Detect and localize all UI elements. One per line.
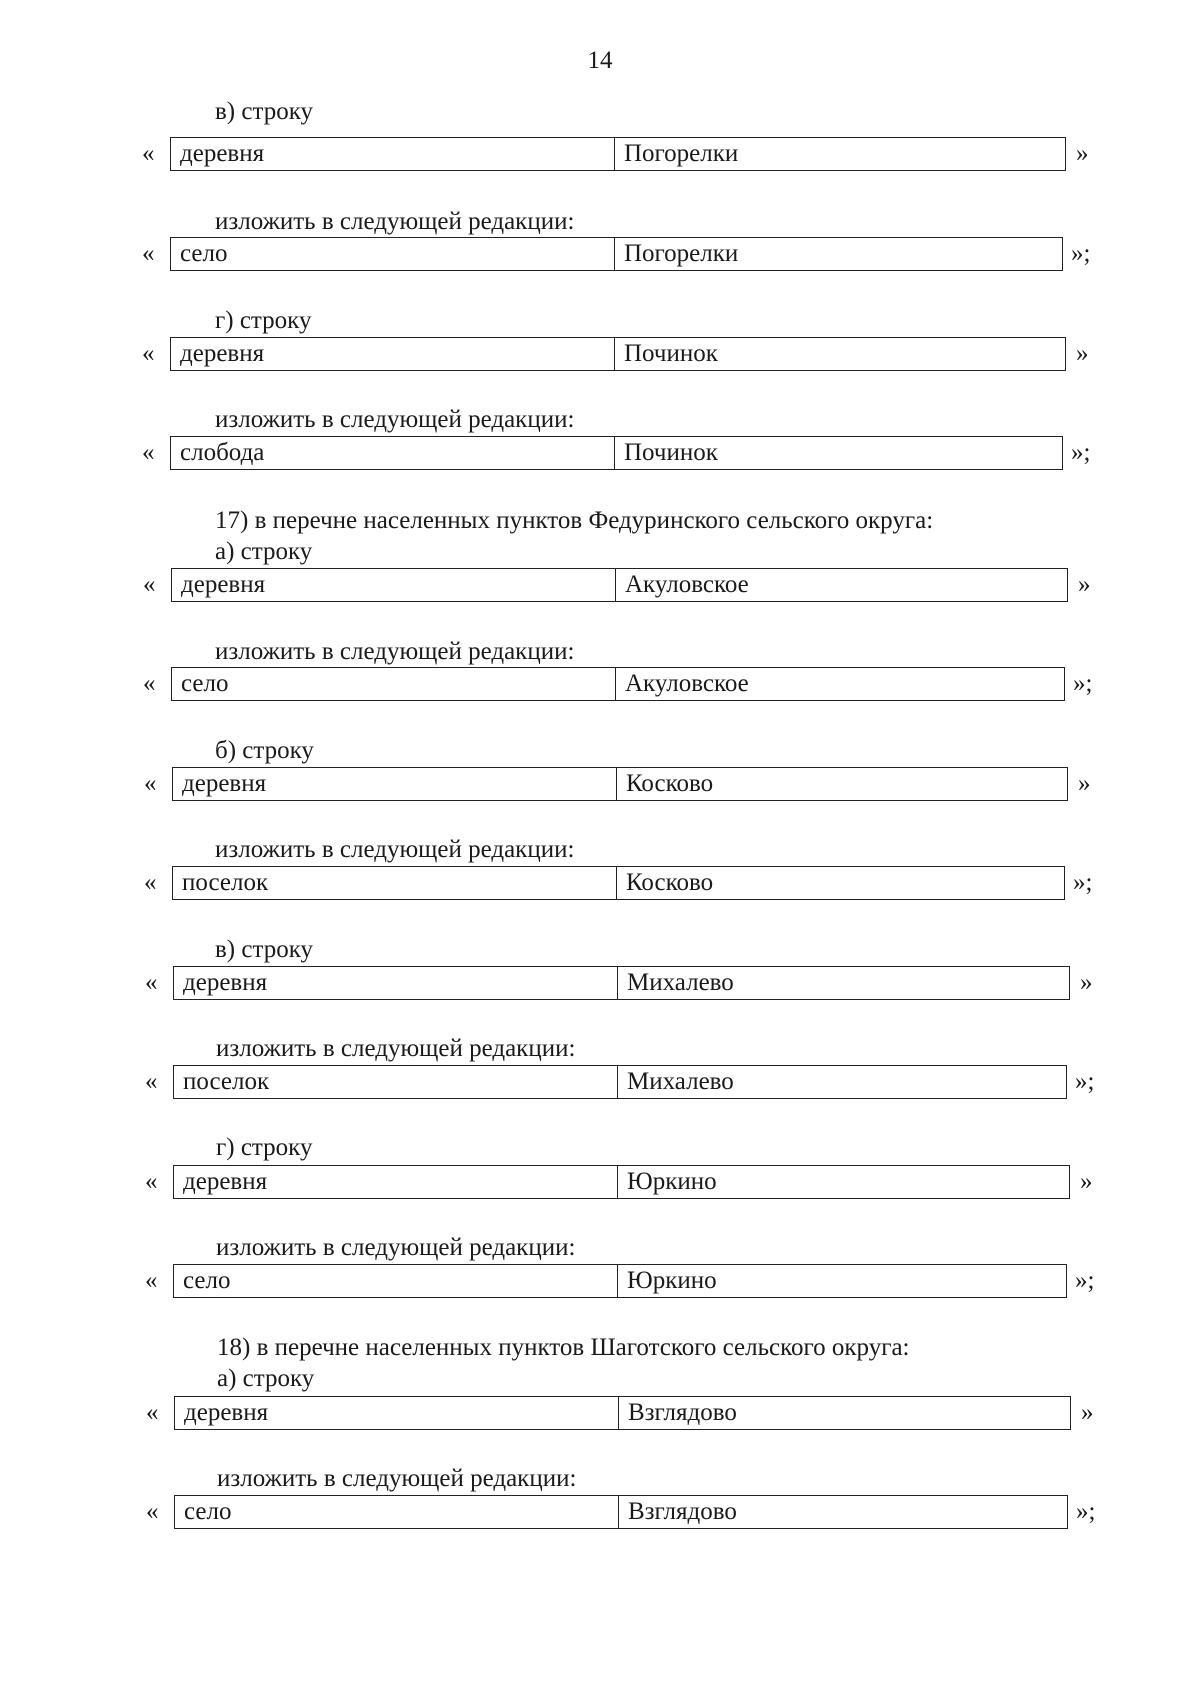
caption-6: б) строку bbox=[215, 737, 314, 764]
settlement-type: поселок bbox=[174, 1066, 618, 1098]
table-row-1 bbox=[0, 237, 1200, 273]
table-row-7 bbox=[0, 866, 1200, 902]
open-quote: « bbox=[146, 1498, 159, 1525]
settlement-table bbox=[170, 137, 1066, 171]
open-quote: « bbox=[143, 670, 156, 697]
settlement-table bbox=[172, 866, 1065, 900]
settlement-table bbox=[173, 1065, 1067, 1099]
caption-5: изложить в следующей редакции: bbox=[215, 638, 575, 665]
settlement-name: Погорелки bbox=[624, 240, 739, 267]
open-quote: « bbox=[145, 1267, 158, 1294]
settlement-type: деревня bbox=[173, 768, 617, 800]
open-quote: « bbox=[144, 770, 157, 797]
caption-1: изложить в следующей редакции: bbox=[215, 208, 575, 235]
caption-11: изложить в следующей редакции: bbox=[216, 1234, 576, 1261]
settlement-table bbox=[174, 1495, 1068, 1529]
close-quote: » bbox=[1078, 571, 1091, 598]
caption-9: изложить в следующей редакции: bbox=[216, 1035, 576, 1062]
settlement-type: слобода bbox=[171, 437, 615, 469]
open-quote: « bbox=[145, 1168, 158, 1195]
close-quote: »; bbox=[1071, 439, 1091, 466]
settlement-name: Акуловское bbox=[625, 670, 749, 697]
close-quote: »; bbox=[1075, 1267, 1095, 1294]
table-row-11 bbox=[0, 1264, 1200, 1300]
caption-12: а) строку bbox=[217, 1365, 315, 1392]
settlement-type: деревня bbox=[174, 1166, 618, 1198]
caption-4: а) строку bbox=[215, 538, 313, 565]
open-quote: « bbox=[145, 1068, 158, 1095]
settlement-name: Косково bbox=[626, 869, 714, 896]
caption-0: в) строку bbox=[215, 98, 313, 125]
settlement-table bbox=[170, 237, 1063, 271]
settlement-table bbox=[170, 436, 1063, 470]
settlement-table bbox=[174, 1396, 1071, 1430]
close-quote: » bbox=[1076, 140, 1089, 167]
close-quote: » bbox=[1081, 1399, 1094, 1426]
close-quote: » bbox=[1080, 969, 1093, 996]
settlement-name: Акуловское bbox=[625, 571, 749, 598]
caption-10: г) строку bbox=[216, 1134, 313, 1161]
open-quote: « bbox=[142, 140, 155, 167]
close-quote: » bbox=[1076, 340, 1089, 367]
settlement-table bbox=[173, 1264, 1067, 1298]
close-quote: »; bbox=[1075, 1068, 1095, 1095]
settlement-name: Взглядово bbox=[628, 1399, 737, 1426]
close-quote: »; bbox=[1073, 869, 1093, 896]
settlement-table bbox=[171, 568, 1068, 602]
close-quote: »; bbox=[1076, 1498, 1096, 1525]
table-row-8 bbox=[0, 966, 1200, 1002]
settlement-name: Погорелки bbox=[624, 140, 739, 167]
table-row-10 bbox=[0, 1165, 1200, 1201]
caption-7: изложить в следующей редакции: bbox=[215, 836, 575, 863]
settlement-type: село bbox=[171, 238, 615, 270]
settlement-type: село bbox=[172, 668, 616, 700]
table-row-2 bbox=[0, 337, 1200, 373]
open-quote: « bbox=[144, 869, 157, 896]
open-quote: « bbox=[142, 439, 155, 466]
caption-13: изложить в следующей редакции: bbox=[217, 1465, 577, 1492]
table-row-13 bbox=[0, 1495, 1200, 1531]
settlement-name: Починок bbox=[624, 340, 718, 367]
close-quote: » bbox=[1078, 770, 1091, 797]
settlement-name: Взглядово bbox=[628, 1498, 737, 1525]
settlement-type: деревня bbox=[172, 569, 616, 601]
close-quote: » bbox=[1080, 1168, 1093, 1195]
settlement-name: Починок bbox=[624, 439, 718, 466]
settlement-type: деревня bbox=[171, 338, 615, 370]
table-row-5 bbox=[0, 667, 1200, 703]
section-18-heading: 18) в перечне населенных пунктов Шаготского сельского округа: bbox=[217, 1334, 910, 1361]
open-quote: « bbox=[146, 1399, 159, 1426]
open-quote: « bbox=[143, 571, 156, 598]
settlement-name: Юркино bbox=[627, 1168, 717, 1195]
caption-2: г) строку bbox=[215, 307, 312, 334]
table-row-9 bbox=[0, 1065, 1200, 1101]
settlement-name: Юркино bbox=[627, 1267, 717, 1294]
table-row-6 bbox=[0, 767, 1200, 803]
settlement-type: поселок bbox=[173, 867, 617, 899]
settlement-type: деревня bbox=[175, 1397, 619, 1429]
settlement-table bbox=[172, 767, 1068, 801]
settlement-name: Михалево bbox=[627, 1068, 734, 1095]
settlement-table bbox=[171, 667, 1065, 701]
settlement-table bbox=[173, 966, 1070, 1000]
open-quote: « bbox=[145, 969, 158, 996]
table-row-3 bbox=[0, 436, 1200, 472]
settlement-name: Михалево bbox=[627, 969, 734, 996]
open-quote: « bbox=[142, 240, 155, 267]
settlement-table bbox=[173, 1165, 1070, 1199]
close-quote: »; bbox=[1073, 670, 1093, 697]
settlement-type: село bbox=[175, 1496, 619, 1528]
caption-8: в) строку bbox=[215, 936, 313, 963]
settlement-table bbox=[170, 337, 1066, 371]
close-quote: »; bbox=[1071, 240, 1091, 267]
settlement-type: деревня bbox=[171, 138, 615, 170]
caption-3: изложить в следующей редакции: bbox=[215, 406, 575, 433]
settlement-type: село bbox=[174, 1265, 618, 1297]
section-17-heading: 17) в перечне населенных пунктов Федуринского сельского округа: bbox=[215, 507, 934, 534]
settlement-name: Косково bbox=[626, 770, 714, 797]
table-row-4 bbox=[0, 568, 1200, 604]
page-number: 14 bbox=[587, 47, 613, 74]
open-quote: « bbox=[142, 340, 155, 367]
table-row-0 bbox=[0, 137, 1200, 173]
table-row-12 bbox=[0, 1396, 1200, 1432]
settlement-type: деревня bbox=[174, 967, 618, 999]
